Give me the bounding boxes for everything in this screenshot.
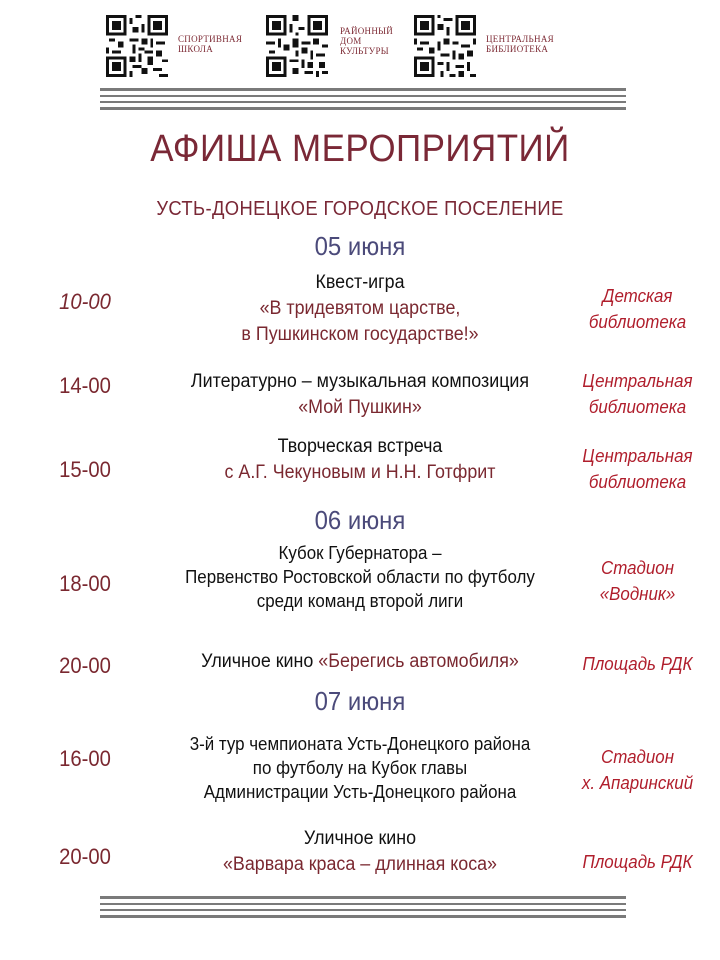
qr-code-district-culture-house[interactable] (266, 15, 328, 77)
qr-code-icon (414, 15, 476, 77)
qr-label-line: БИБЛИОТЕКА (486, 44, 549, 54)
qr-code-sport-school[interactable] (106, 15, 168, 77)
place-line: х. Апаринский (581, 773, 694, 793)
place-line: «Водник» (599, 584, 676, 604)
divider-line (100, 915, 626, 918)
qr-code-icon (266, 15, 328, 77)
event-time: 20-00 (59, 844, 111, 869)
event-line: Уличное кино (303, 828, 417, 849)
date-heading: 07 июня (314, 686, 406, 716)
qr-label-line: ДОМ (340, 36, 362, 46)
divider-line (100, 95, 626, 97)
event-description (144, 434, 576, 486)
date-heading: 06 июня (314, 505, 406, 535)
qr-code-icon (106, 15, 168, 77)
event-line: 3-й тур чемпионата Усть-Донецкого района (189, 734, 531, 754)
event-description (144, 270, 576, 348)
event-time: 10-00 (59, 289, 111, 314)
date-heading: 05 июня (314, 231, 406, 261)
event-place (565, 744, 711, 796)
event-line: среди команд второй лиги (256, 591, 464, 611)
event-time: 15-00 (59, 457, 111, 482)
event-quote-line: «Мой Пушкин» (298, 397, 422, 418)
event-time: 16-00 (59, 746, 111, 771)
qr-label-line: ШКОЛА (178, 44, 214, 54)
divider-line (100, 88, 626, 91)
event-line: Уличное кино (201, 651, 314, 672)
qr-label-central-library (486, 34, 554, 54)
event-quote-line: с А.Г. Чекуновым и Н.Н. Готфрит (224, 462, 496, 483)
event-line: по футболу на Кубок главы (252, 758, 468, 778)
event-line: Кубок Губернатора – (278, 543, 442, 563)
event-time: 18-00 (59, 571, 111, 596)
event-description (144, 649, 576, 675)
qr-code-central-library[interactable] (414, 15, 476, 77)
event-time: 14-00 (59, 373, 111, 398)
qr-label-line: СПОРТИВНАЯ (178, 34, 243, 44)
qr-label-sport-school (178, 34, 242, 54)
event-time: 20-00 (59, 653, 111, 678)
place-line: Детская (602, 286, 673, 306)
page-subtitle: УСТЬ-ДОНЕЦКОЕ ГОРОДСКОЕ ПОСЕЛЕНИЕ (156, 198, 564, 220)
event-quote-line: «Варвара краса – длинная коса» (222, 854, 498, 875)
event-place (565, 283, 711, 335)
event-place (565, 849, 711, 875)
qr-label-line: ЦЕНТРАЛЬНАЯ (486, 34, 554, 44)
event-line: Творческая встреча (277, 436, 443, 457)
divider-line (100, 909, 626, 911)
event-description (144, 826, 576, 878)
event-description (144, 732, 576, 804)
qr-label-line: РАЙОННЫЙ (340, 26, 394, 36)
event-description (144, 541, 576, 613)
place-line: Стадион (600, 747, 675, 767)
event-quote-line: «В тридевятом царстве, (259, 298, 461, 319)
place-line: Площадь РДК (582, 852, 693, 872)
event-place (565, 368, 711, 420)
place-line: Стадион (600, 558, 675, 578)
place-line: библиотека (588, 472, 687, 492)
event-quote-line: «Берегись автомобиля» (318, 651, 519, 672)
event-description (144, 369, 576, 421)
event-line: Администрации Усть-Донецкого района (203, 782, 517, 802)
qr-label-district-culture-house (340, 26, 393, 56)
event-place (565, 555, 711, 607)
place-line: Центральная (582, 446, 693, 466)
place-line: Площадь РДК (582, 654, 693, 674)
event-line: Квест-игра (315, 272, 405, 293)
event-place (565, 651, 711, 677)
event-line: Литературно – музыкальная композиция (190, 371, 530, 392)
qr-label-line: КУЛЬТУРЫ (340, 46, 389, 56)
divider-line (100, 903, 626, 905)
place-line: Центральная (582, 371, 693, 391)
place-line: библиотека (588, 312, 687, 332)
page-title: АФИША МЕРОПРИЯТИЙ (150, 128, 570, 170)
divider-line (100, 107, 626, 110)
divider-line (100, 101, 626, 103)
event-line: Первенство Ростовской области по футболу (185, 567, 535, 587)
event-place (565, 443, 711, 495)
divider-line (100, 896, 626, 899)
event-quote-line: в Пушкинском государстве!» (241, 324, 479, 345)
place-line: библиотека (588, 397, 687, 417)
